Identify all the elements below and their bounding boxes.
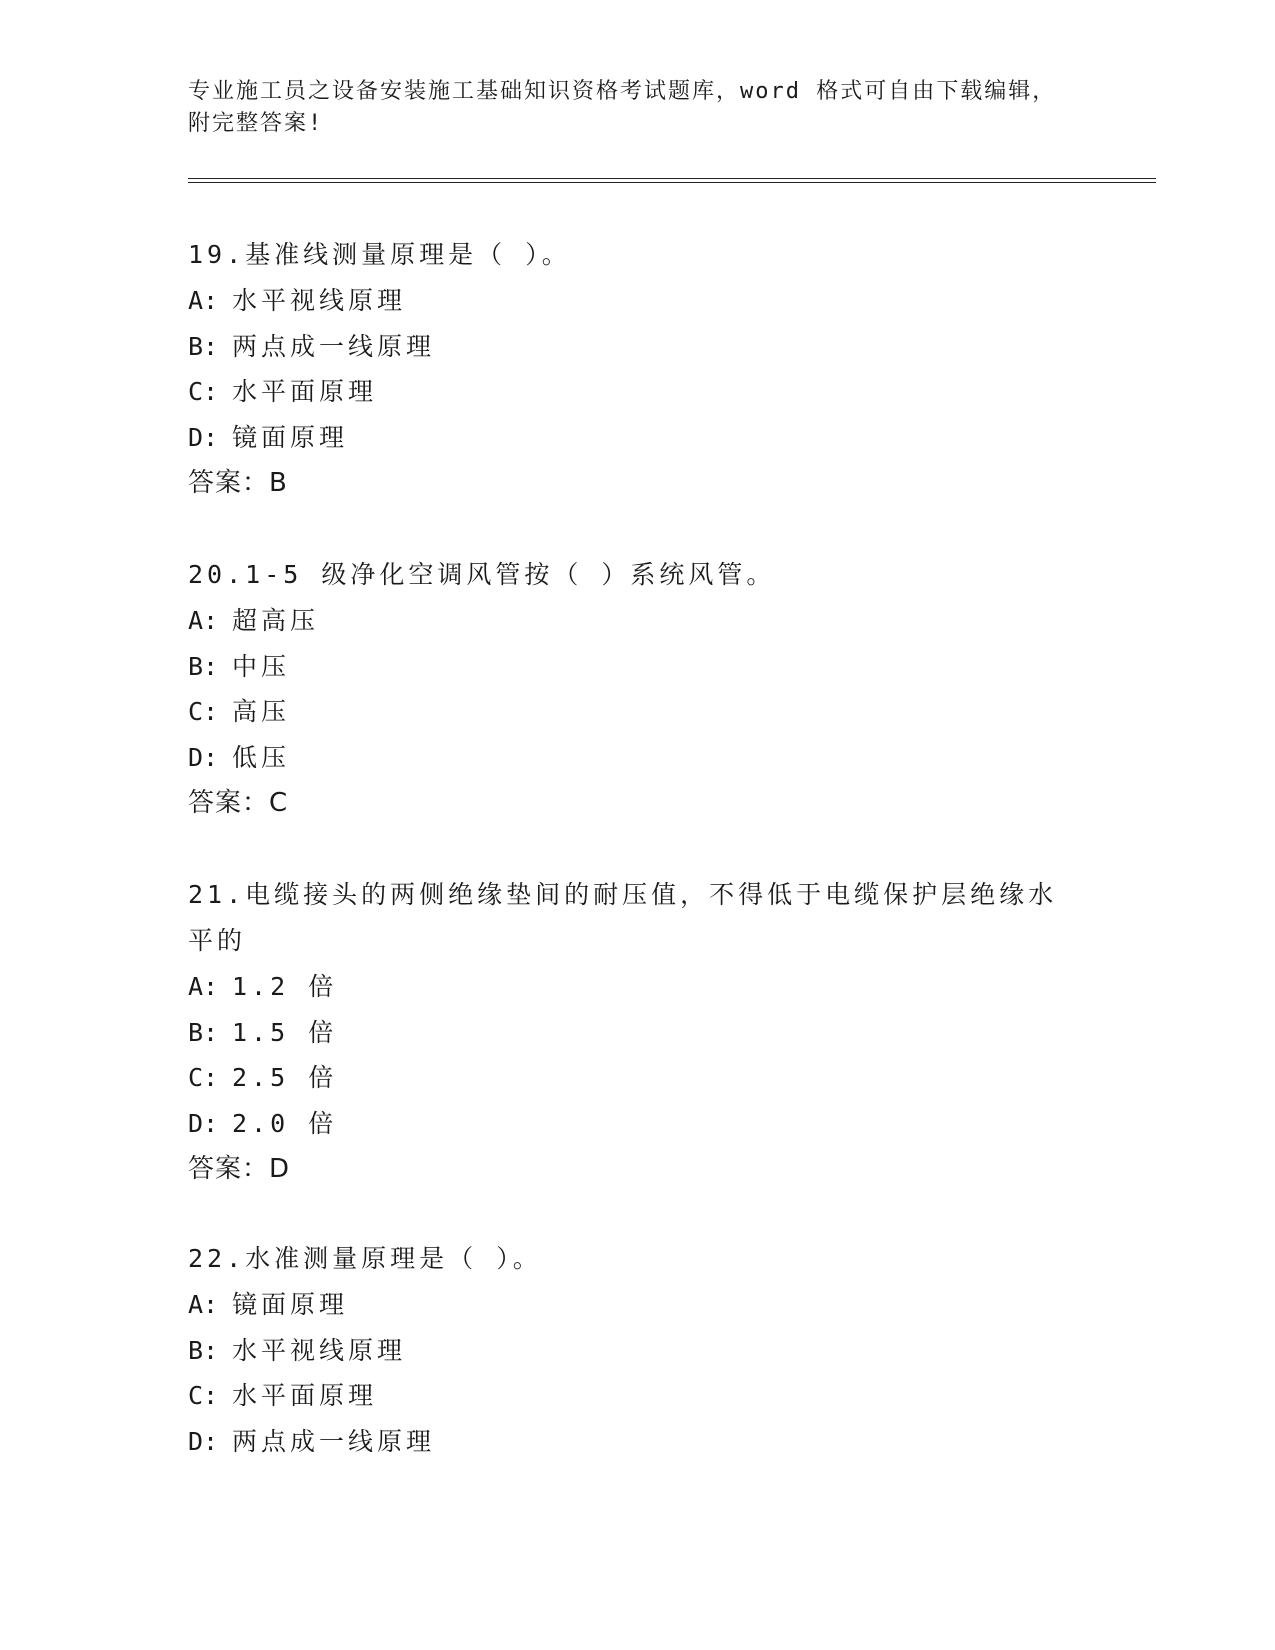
header-line-1: 专业施工员之设备安装施工基础知识资格考试题库，word 格式可自由下载编辑，	[188, 79, 1057, 104]
option-c	[188, 369, 1088, 415]
option-text: 1.5 倍	[232, 1017, 338, 1047]
header-divider-top	[188, 178, 1156, 179]
option-text: 两点成一线原理	[232, 1426, 436, 1456]
option-letter: D:	[188, 1426, 219, 1456]
option-a	[188, 598, 1088, 644]
question-stem: 22.水准测量原理是（ ）。	[188, 1244, 542, 1273]
option-d	[188, 735, 1088, 781]
option-letter: A:	[188, 972, 219, 1001]
option-letter: A:	[188, 606, 219, 635]
question-21	[188, 872, 1088, 1192]
option-letter: C:	[188, 377, 219, 406]
answer-line: 答案：C	[188, 788, 289, 818]
option-letter: C:	[188, 1381, 219, 1410]
option-text: 2.0 倍	[232, 1108, 338, 1138]
option-letter: B:	[188, 331, 219, 361]
option-b	[188, 644, 1088, 690]
answer-line: 答案：B	[188, 468, 288, 498]
option-letter: C:	[188, 697, 219, 726]
option-letter: B:	[188, 1017, 219, 1047]
option-letter: D:	[188, 742, 219, 772]
option-text: 镜面原理	[232, 422, 349, 452]
option-text: 水平视线原理	[232, 286, 407, 315]
option-c	[188, 1373, 1088, 1419]
option-b	[188, 324, 1088, 370]
option-a	[188, 278, 1088, 324]
option-d	[188, 415, 1088, 461]
option-text: 水平视线原理	[232, 1335, 407, 1365]
option-a	[188, 964, 1088, 1010]
option-text: 中压	[232, 651, 291, 681]
option-letter: C:	[188, 1063, 219, 1092]
question-22	[188, 1236, 1088, 1464]
question-stem: 19.基准线测量原理是（ ）。	[188, 240, 571, 269]
option-letter: D:	[188, 1108, 219, 1138]
option-letter: B:	[188, 1335, 219, 1365]
question-stem: 20.1-5 级净化空调风管按（ ）系统风管。	[188, 560, 776, 589]
option-c	[188, 689, 1088, 735]
option-letter: A:	[188, 286, 219, 315]
option-b	[188, 1010, 1088, 1056]
option-letter: B:	[188, 651, 219, 681]
option-text: 2.5 倍	[232, 1063, 338, 1092]
option-c	[188, 1055, 1088, 1101]
option-letter: D:	[188, 422, 219, 452]
option-text: 水平面原理	[232, 1381, 378, 1410]
document-header	[188, 76, 1068, 140]
option-text: 超高压	[232, 606, 320, 635]
header-line-2: 附完整答案!	[188, 111, 324, 136]
question-stem: 21.电缆接头的两侧绝缘垫间的耐压值，不得低于电缆保护层绝缘水平的	[188, 880, 1058, 955]
option-text: 水平面原理	[232, 377, 378, 406]
answer-line: 答案：D	[188, 1154, 291, 1184]
option-text: 1.2 倍	[232, 972, 338, 1001]
option-letter: A:	[188, 1290, 219, 1319]
option-d	[188, 1419, 1088, 1465]
option-text: 两点成一线原理	[232, 331, 436, 361]
header-divider-bottom	[188, 182, 1156, 183]
option-text: 高压	[232, 697, 291, 726]
option-a	[188, 1282, 1088, 1328]
option-text: 低压	[232, 742, 291, 772]
question-19	[188, 232, 1088, 506]
option-b	[188, 1328, 1088, 1374]
option-d	[188, 1101, 1088, 1147]
question-20	[188, 552, 1088, 826]
option-text: 镜面原理	[232, 1290, 349, 1319]
